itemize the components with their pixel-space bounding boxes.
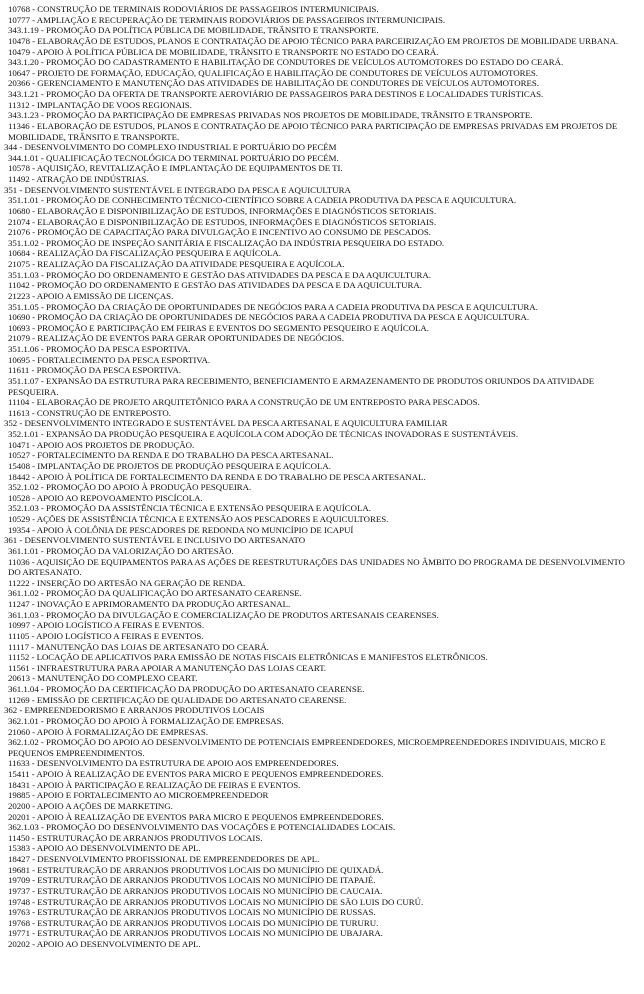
budget-line: 11152 - LOCAÇÃO DE APLICATIVOS PARA EMISSÃO DE NOTAS FISCAIS ELETRÔNICAS E MANIFESTOS ELETRÔNICOS. — [8, 652, 488, 663]
budget-line: 361.1.02 - PROMOÇÃO DA QUALIFICAÇÃO DO ARTESANATO CEARENSE. — [8, 588, 302, 599]
budget-line: 19681 - ESTRUTURAÇÃO DE ARRANJOS PRODUTIVOS LOCAIS DO MUNICÍPIO DE QUIXADÁ. — [8, 864, 384, 875]
budget-line: 10768 - CONSTRUÇÃO DE TERMINAIS RODOVIÁRIOS DE PASSAGEIROS INTERMUNICIPAIS. — [8, 4, 379, 14]
budget-line: 11346 - ELABORAÇÃO DE ESTUDOS, PLANOS E CONTRATAÇÃO DE APOIO TÉCNICO PARA PARTICIPAÇÃO DE EMPRESAS PRIVADAS EM PROJETOS DE MOBILIDADE, TRÂNSITO E TRANSPORTE. — [8, 120, 620, 142]
budget-line: 351.1.06 - PROMOÇÃO DA PESCA ESPORTIVA. — [8, 344, 191, 354]
budget-line: 11105 - APOIO LOGÍSTICO A FEIRAS E EVENTOS. — [8, 630, 204, 641]
budget-line: 20202 - APOIO AO DESENVOLVIMENTO DE APL. — [8, 939, 201, 949]
budget-line: 343.1.19 - PROMOÇÃO DA POLÍTICA PÚBLICA DE MOBILIDADE, TRÂNSITO E TRANSPORTE. — [8, 25, 379, 36]
budget-line: 11611 - PROMOÇÃO DA PESCA ESPORTIVA. — [8, 365, 182, 376]
budget-line: 18427 - DESENVOLVIMENTO PROFISSIONAL DE EMPREENDEDORES DE APL. — [8, 854, 320, 864]
budget-line: 21079 - REALIZAÇÃO DE EVENTOS PARA GERAR OPORTUNIDADES DE NEGÓCIOS. — [8, 333, 344, 344]
budget-line: 11117 - MANUTENÇÃO DAS LOJAS DE ARTESANATO DO CEARÁ. — [8, 641, 269, 652]
budget-line: 10578 - AQUISIÇÃO, REVITALIZAÇÃO E IMPLANTAÇÃO DE EQUIPAMENTOS DE TI. — [8, 163, 343, 174]
budget-line: 361.1.01 - PROMOÇÃO DA VALORIZAÇÃO DO ARTESÃO. — [8, 545, 234, 556]
budget-line: 351.1.07 - EXPANSÃO DA ESTRUTURA PARA RECEBIMENTO, BENEFICIAMENTO E ARMAZENAMENTO DE PRODUTOS ORIUNDOS DA ATIVIDADE PESQUEIRA. — [8, 375, 597, 397]
budget-line: 351.1.03 - PROMOÇÃO DO ORDENAMENTO E GESTÃO DAS ATIVIDADES DA PESCA E DA AQUICULTURA. — [8, 269, 431, 280]
budget-line: 18442 - APOIO À POLÍTICA DE FORTALECIMENTO DA RENDA E DO TRABALHO DE PESCA ARTESANAL. — [8, 471, 426, 482]
budget-line: 11036 - AQUISIÇÃO DE EQUIPAMENTOS PARA AS AÇÕES DE REESTRUTURAÇÕES DAS UNIDADES NO ÂMBITO DO PROGRAMA DE DESENVOLVIMENTO DO ARTESANATO. — [8, 556, 628, 578]
budget-line: 10684 - REALIZAÇÃO DA FISCALIZAÇÃO PESQUEIRA E AQUÍCOLA. — [8, 248, 281, 259]
budget-line: 11247 - INOVAÇÃO E APRIMORAMENTO DA PRODUÇÃO ARTESANAL. — [8, 599, 291, 609]
budget-line: 352.1.01 - EXPANSÃO DA PRODUÇÃO PESQUEIRA E AQUÍCOLA COM ADOÇÃO DE TÉCNICAS INOVADORAS E SUSTENTÁVEIS. — [8, 429, 519, 439]
budget-line: 20200 - APOIO A AÇÕES DE MARKETING. — [8, 800, 173, 811]
budget-line: 20366 - GERENCIAMENTO E MANUTENÇÃO DAS ATIVIDADES DE HABILITAÇÃO DE CONDUTORES DE VEÍCULOS AUTOMOTORES. — [8, 78, 539, 89]
budget-line: 10680 - ELABORAÇÃO E DISPONIBILIZAÇÃO DE ESTUDOS, INFORMAÇÕES E DIAGNÓSTICOS SETORIAIS. — [8, 205, 437, 216]
budget-line: 21074 - ELABORAÇÃO E DISPONIBILIZAÇÃO DE ESTUDOS, INFORMAÇÕES E DIAGNÓSTICOS SETORIAIS. — [8, 216, 437, 227]
budget-line: 10527 - FORTALECIMENTO DA RENDA E DO TRABALHO DA PESCA ARTESANAL. — [8, 450, 334, 461]
budget-line: 10693 - PROMOÇÃO E PARTICIPAÇÃO EM FEIRAS E EVENTOS DO SEGMENTO PESQUEIRO E AQUÍCOLA. — [8, 322, 429, 333]
budget-line: 10478 - ELABORAÇÃO DE ESTUDOS, PLANOS E CONTRATAÇÃO DE APOIO TÉCNICO PARA PARCEIRIZAÇÃO EM PROJETOS DE MOBILIDADE URBANA. — [8, 35, 619, 46]
budget-line: 352.1.02 - PROMOÇÃO DO APOIO À PRODUÇÃO PESQUEIRA. — [8, 482, 252, 493]
budget-line: 15383 - APOIO AO DESENVOLVIMENTO DE APL. — [8, 843, 201, 854]
program-heading: 344 - DESENVOLVIMENTO DO COMPLEXO INDUSTRIAL E PORTUÁRIO DO PECÉM — [4, 142, 337, 153]
budget-line: 11222 - INSERÇÃO DO ARTESÃO NA GERAÇÃO DE RENDA. — [8, 577, 246, 588]
budget-line: 10528 - APOIO AO REPOVOAMENTO PISCÍCOLA. — [8, 492, 203, 503]
budget-line: 362.1.01 - PROMOÇÃO DO APOIO À FORMALIZAÇÃO DE EMPRESAS. — [8, 715, 284, 726]
budget-line: 351.1.05 - PROMOÇÃO DA CRIAÇÃO DE OPORTUNIDADES DE NEGÓCIOS PARA A CADEIA PRODUTIVA DA PESCA E AQUICULTURA. — [8, 301, 538, 312]
budget-line: 11312 - IMPLANTAÇÃO DE VOOS REGIONAIS. — [8, 99, 192, 110]
budget-line: 19771 - ESTRUTURAÇÃO DE ARRANJOS PRODUTIVOS LOCAIS NO MUNICÍPIO DE UBAJARA. — [8, 928, 383, 939]
budget-line: 10471 - APOIO AOS PROJETOS DE PRODUÇÃO. — [8, 439, 195, 450]
budget-line: 10479 - APOIO À POLÍTICA PÚBLICA DE MOBILIDADE, TRÂNSITO E TRANSPORTE NO ESTADO DO CEARÁ. — [8, 46, 439, 57]
budget-line: 343.1.21 - PROMOÇÃO DA OFERTA DE TRANSPORTE AEROVIÁRIO DE PASSAGEIROS PARA DESTINOS E LOCALIDADES TURÍSTICAS. — [8, 89, 544, 99]
budget-line: 15408 - IMPLANTAÇÃO DE PROJETOS DE PRODUÇÃO PESQUEIRA E AQUÍCOLA. — [8, 460, 331, 471]
budget-line: 21223 - APOIO A EMISSÃO DE LICENÇAS. — [8, 290, 174, 301]
budget-line: 362.1.02 - PROMOÇÃO DO APOIO AO DESENVOLVIMENTO DE POTENCIAIS EMPREENDEDORES, MICROEMPREENDEDORES INDIVIDUAIS, MICRO E PEQUENOS EMPREENDIMENTOS. — [8, 737, 608, 758]
budget-line: 10777 - AMPLIAÇÃO E RECUPERAÇÃO DE TERMINAIS RODOVIÁRIOS DE PASSAGEIROS INTERMUNICIPAIS. — [8, 14, 446, 25]
budget-line: 11269 - EMISSÃO DE CERTIFICAÇÃO DE QUALIDADE DO ARTESANATO CEARENSE. — [8, 694, 347, 705]
budget-line: 19763 - ESTRUTURAÇÃO DE ARRANJOS PRODUTIVOS LOCAIS NO MUNICÍPIO DE RUSSAS. — [8, 907, 376, 918]
budget-line: 19737 - ESTRUTURAÇÃO DE ARRANJOS PRODUTIVOS LOCAIS NO MUNICÍPIO DE CAUCAIA. — [8, 885, 383, 896]
budget-line: 10690 - PROMOÇÃO DA CRIAÇÃO DE OPORTUNIDADES DE NEGÓCIOS PARA A CADEIA PRODUTIVA DA PESCA E AQUICULTURA. — [8, 312, 530, 323]
budget-line: 362.1.03 - PROMOÇÃO DO DESENVOLVIMENTO DAS VOCAÇÕES E POTENCIALIDADES LOCAIS. — [8, 822, 396, 833]
budget-line: 19354 - APOIO À COLÔNIA DE PESCADORES DE REDONDA NO MUNICÍPIO DE ICAPUÍ — [8, 524, 354, 535]
budget-line: 19885 - APOIO E FORTALECIMENTO AO MICROEMPREENDEDOR — [8, 790, 269, 801]
budget-line: 21076 - PROMOÇÃO DE CAPACITAÇÃO PARA DIVULGAÇÃO E INCENTIVO AO CONSUMO DE PESCADOS. — [8, 227, 431, 238]
budget-line: 18431 - APOIO À PARTICIPAÇÃO E REALIZAÇÃO DE FEIRAS E EVENTOS. — [8, 779, 301, 790]
budget-line: 344.1.01 - QUALIFICAÇÃO TECNOLÓGICA DO TERMINAL PORTUÁRIO DO PECÉM. — [8, 152, 339, 163]
budget-line: 351.1.02 - PROMOÇÃO DE INSPEÇÃO SANITÁRIA E FISCALIZAÇÃO DA INDÚSTRIA PESQUEIRA DO ESTADO. — [8, 237, 445, 248]
budget-line: 11042 - PROMOÇÃO DO ORDENAMENTO E GESTÃO DAS ATIVIDADES DA PESCA E DA AQUICULTURA. — [8, 280, 422, 291]
program-heading: 362 - EMPREENDEDORISMO E ARRANJOS PRODUTIVOS LOCAIS — [4, 705, 265, 716]
budget-line: 10997 - APOIO LOGÍSTICO A FEIRAS E EVENTOS. — [8, 620, 205, 631]
budget-line: 20613 - MANUTENÇÃO DO COMPLEXO CEART. — [8, 673, 198, 684]
budget-line: 10695 - FORTALECIMENTO DA PESCA ESPORTIVA. — [8, 354, 211, 365]
budget-line: 21075 - REALIZAÇÃO DA FISCALIZAÇÃO DA ATIVIDADE PESQUEIRA E AQUÍCOLA. — [8, 259, 345, 269]
budget-line: 19768 - ESTRUTURAÇÃO DE ARRANJOS PRODUTIVOS LOCAIS DO MUNICÍPIO DE TURURU. — [8, 917, 379, 928]
budget-line: 11633 - DESENVOLVIMENTO DA ESTRUTURA DE APOIO AOS EMPREENDEDORES. — [8, 758, 339, 769]
budget-line: 361.1.03 - PROMOÇÃO DA DIVULGAÇÃO E COMERCIALIZAÇÃO DE PRODUTOS ARTESANAIS CEARENSES. — [8, 609, 439, 620]
budget-line: 10647 - PROJETO DE FORMAÇÃO, EDUCAÇÃO, QUALIFICAÇÃO E HABILITAÇÃO DE CONDUTORES DE VEÍCULOS AUTOMOTORES. — [8, 67, 538, 78]
budget-line: 11492 - ATRAÇÃO DE INDÚSTRIAS. — [8, 174, 149, 184]
budget-line: 10529 - AÇÕES DE ASSISTÊNCIA TÉCNICA E EXTENSÃO AOS PESCADORES E AQUICULTORES. — [8, 514, 389, 524]
program-heading: 352 - DESENVOLVIMENTO INTEGRADO E SUSTENTÁVEL DA PESCA ARTESANAL E AQUICULTURA FAMILIAR — [4, 418, 448, 429]
document-text — [4, 4, 638, 950]
budget-line: 361.1.04 - PROMOÇÃO DA CERTIFICAÇÃO DA PRODUÇÃO DO ARTESANATO CEARENSE. — [8, 684, 365, 694]
budget-line: 351.1.01 - PROMOÇÃO DE CONHECIMENTO TÉCNICO-CIENTÍFICO SOBRE A CADEIA PRODUTIVA DA PESCA E AQUICULTURA. — [8, 195, 517, 206]
program-heading: 351 - DESENVOLVIMENTO SUSTENTÁVEL E INTEGRADO DA PESCA E AQUICULTURA — [4, 184, 351, 195]
budget-line: 15411 - APOIO À REALIZAÇÃO DE EVENTOS PARA MICRO E PEQUENOS EMPREENDEDORES. — [8, 769, 384, 779]
budget-line: 343.1.20 - PROMOÇÃO DO CADASTRAMENTO E HABILITAÇÃO DE CONDUTORES DE VEÍCULOS AUTOMOTORES DO ESTADO DO CEARÁ. — [8, 57, 564, 68]
budget-line: 11450 - ESTRUTURAÇÃO DE ARRANJOS PRODUTIVOS LOCAIS. — [8, 832, 263, 843]
program-heading: 361 - DESENVOLVIMENTO SUSTENTÁVEL E INCLUSIVO DO ARTESANATO — [4, 535, 306, 546]
budget-line: 352.1.03 - PROMOÇÃO DA ASSISTÊNCIA TÉCNICA E EXTENSÃO PESQUEIRA E AQUÍCOLA. — [8, 503, 371, 514]
budget-line: 20201 - APOIO À REALIZAÇÃO DE EVENTOS PARA MICRO E PEQUENOS EMPREENDEDORES. — [8, 811, 384, 822]
budget-line: 19748 - ESTRUTURAÇÃO DE ARRANJOS PRODUTIVOS LOCAIS NO MUNICÍPIO DE SÃO LUIS DO CURÚ. — [8, 896, 424, 907]
budget-line: 11561 - INFRAESTRUTURA PARA APOIAR A MANUTENÇÃO DAS LOJAS CEART. — [8, 662, 327, 673]
budget-line: 19709 - ESTRUTURAÇÃO DE ARRANJOS PRODUTIVOS LOCAIS NO MUNICÍPIO DE ITAPAJÉ. — [8, 875, 376, 886]
budget-line: 11613 - CONSTRUÇÃO DE ENTREPOSTO. — [8, 407, 171, 418]
budget-line: 343.1.23 - PROMOÇÃO DA PARTICIPAÇÃO DE EMPRESAS PRIVADAS NOS PROJETOS DE MOBILIDADE, TRÂNSITO E TRANSPORTE. — [8, 110, 533, 121]
budget-line: 21060 - APOIO À FORMALIZAÇÃO DE EMPRESAS. — [8, 726, 208, 737]
budget-line: 11104 - ELABORAÇÃO DE PROJETO ARQUITETÔNICO PARA A CONSTRUÇÃO DE UM ENTREPOSTO PARA PESCADOS. — [8, 397, 480, 408]
